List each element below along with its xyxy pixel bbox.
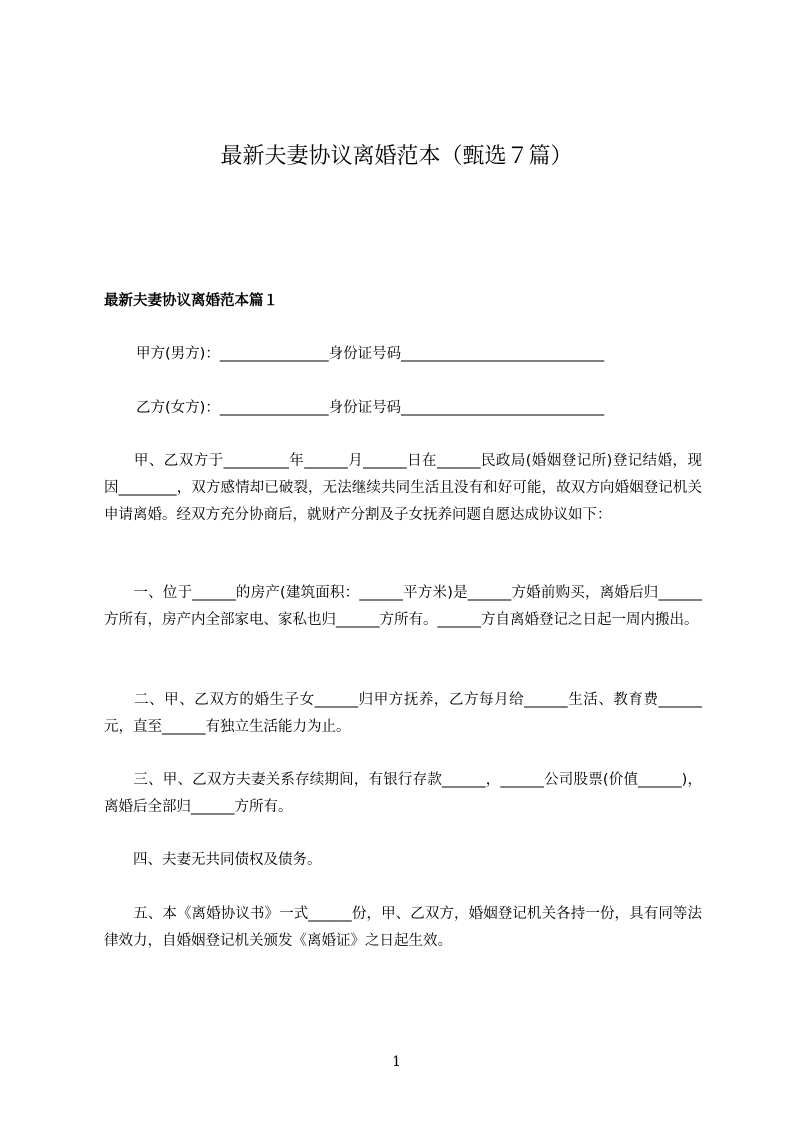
clause-2-paragraph: 二、甲、乙双方的婚生子女______归甲方抚养，乙方每月给______生活、教育费______元，直至______有独立生活能力为止。 [104,692,702,735]
clause-1-paragraph: 一、位于______的房产(建筑面积：______平方米)是______方婚前购买，离婚后归______方所有，房产内全部家电、家私也归______方所有。______方自离婚登记之日起一周内搬出。 [104,585,702,628]
document-title: 最新夫妻协议离婚范本（甄选７篇） [220,144,573,169]
clause-3-paragraph: 三、甲、乙双方夫妻关系存续期间，有银行存款______，______公司股票(价值______)，离婚后全部归______方所有。 [104,772,702,815]
party-a-line: 甲方(男方)：_______________身份证号码____________________________ [136,346,605,362]
intro-paragraph: 甲、乙双方于_________年______月______日在______民政局(婚姻登记所)登记结婚，现因________，双方感情却已破裂，无法继续共同生活且没有和好可能，故双方向婚姻登记机关申请离婚。经双方充分协商后，就财产分割及子女抚养问题自愿达成协议如下： [104,453,702,523]
section-heading: 最新夫妻协议离婚范本篇１ [104,293,278,309]
clause-5-paragraph: 五、本《离婚协议书》一式______份，甲、乙双方，婚姻登记机关各持一份，具有同等法律效力，自婚姻登记机关颁发《离婚证》之日起生效。 [104,906,702,949]
page-number: 1 [392,1054,401,1070]
party-b-line: 乙方(女方)：_______________身份证号码____________________________ [136,400,605,416]
clause-4-paragraph: 四、夫妻无共同债权及债务。 [104,852,322,868]
